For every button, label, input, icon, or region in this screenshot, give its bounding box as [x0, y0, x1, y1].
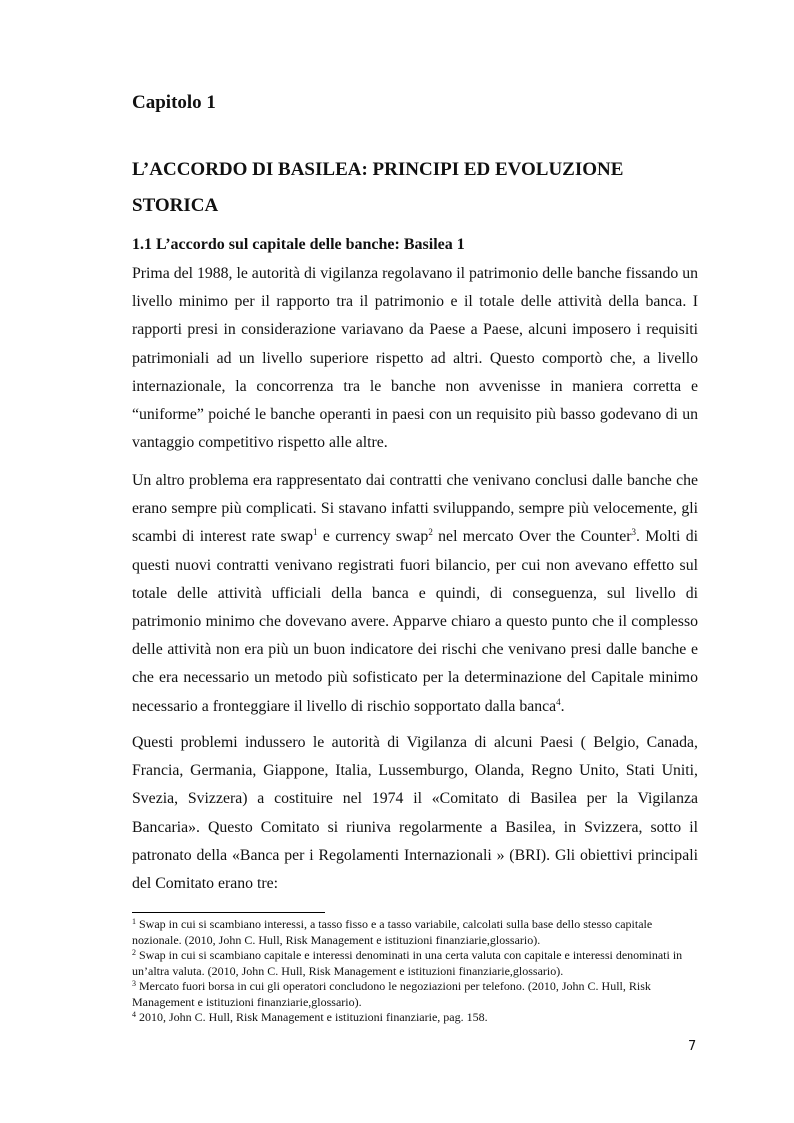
- section-heading: 1.1 L’accordo sul capitale delle banche: Basilea 1: [132, 236, 465, 253]
- footnote: [132, 948, 698, 979]
- chapter-label: Capitolo 1: [132, 92, 216, 113]
- paragraph-2-text-c: nel mercato Over the Counter: [432, 528, 632, 546]
- footnote-text: 2010, John C. Hull, Risk Management e istituzioni finanziarie, pag. 158.: [136, 1010, 488, 1024]
- page-number: 7: [688, 1039, 697, 1054]
- footnote-number: 4: [132, 1010, 136, 1019]
- footnote-separator: [132, 912, 325, 913]
- paragraph-1: Prima del 1988, le autorità di vigilanza regolavano il patrimonio delle banche fissando un livello minimo per il rapporto tra il patrimonio e il totale delle attività della banca. I rapporti presi in considerazione variavano da Paese a Paese, alcuni imposero i requisiti patrimoniali ad un livello superiore rispetto ad altri. Questo comportò che, a livello internazionale, la concorrenza tra le banche non avvenisse in maniera corretta e “uniforme” poiché le banche operanti in paesi con un requisito più basso godevano di un vantaggio competitivo rispetto alle altre.: [132, 265, 698, 452]
- footnote: [132, 979, 698, 1010]
- footnote-text: Swap in cui si scambiano interessi, a tasso fisso e a tasso variabile, calcolati sulla base dello stesso capitale nozionale. (2010, John C. Hull, Risk Management e istituzioni finanziarie,glossario).: [132, 917, 653, 947]
- footnote-ref-2: 2: [428, 527, 433, 538]
- footnote-ref-4: 4: [556, 696, 561, 707]
- footnotes: [132, 917, 698, 1026]
- footnote-number: 3: [132, 979, 136, 988]
- footnote-ref-3: 3: [631, 527, 636, 538]
- chapter-title: L’ACCORDO DI BASILEA: PRINCIPI ED EVOLUZIONE STORICA: [132, 159, 624, 216]
- paragraph-2: [132, 467, 698, 721]
- paragraph-2-text-d: . Molti di questi nuovi contratti venivano registrati fuori bilancio, per cui non avevano effetto sul totale delle attività ufficiali della banca e quindi, di conseguenza, sul livello di patrimonio minimo che dovevano avere. Apparve chiaro a questo punto che il complesso delle attività non era più un buon indicatore dei rischi che venivano presi dalle banche e che era necessario un metodo più sofisticato per la determinazione del Capitale minimo necessario a fronteggiare il livello di rischio sopportato dalla banca: [132, 528, 699, 715]
- paragraph-3: Questi problemi indussero le autorità di Vigilanza di alcuni Paesi ( Belgio, Canada, Francia, Germania, Giappone, Italia, Lussemburgo, Olanda, Regno Unito, Stati Uniti, Svezia, Svizzera) a costituire nel 1974 il «Comitato di Basilea per la Vigilanza Bancaria». Questo Comitato si riuniva regolarmente a Basilea, in Svizzera, sotto il patronato della «Banca per i Regolamenti Internazionali » (BRI). Gli obiettivi principali del Comitato erano tre:: [132, 734, 698, 893]
- footnote-text: Swap in cui si scambiano capitale e interessi denominati in una certa valuta con capitale e interessi denominati in un’altra valuta. (2010, John C. Hull, Risk Management e istituzioni finanziarie,glossario).: [132, 948, 683, 978]
- footnote-ref-1: 1: [313, 527, 318, 538]
- footnote-text: Mercato fuori borsa in cui gli operatori concludono le negoziazioni per telefono. (2010, John C. Hull, Risk Management e istituzioni finanziarie,glossario).: [132, 979, 651, 1009]
- footnote-number: 1: [132, 917, 136, 926]
- paragraph-2-text-a: Un altro problema era rappresentato dai contratti che venivano conclusi dalle banche che erano sempre più complicati. Si stavano infatti sviluppando, sempre più velocemente, gli scambi di interest rate swap: [132, 472, 698, 546]
- footnote-number: 2: [132, 948, 136, 957]
- paragraph-2-text-e: .: [560, 697, 565, 715]
- footnote: [132, 917, 698, 948]
- footnote: [132, 1010, 698, 1026]
- paragraph-2-text-b: e currency swap: [317, 528, 429, 546]
